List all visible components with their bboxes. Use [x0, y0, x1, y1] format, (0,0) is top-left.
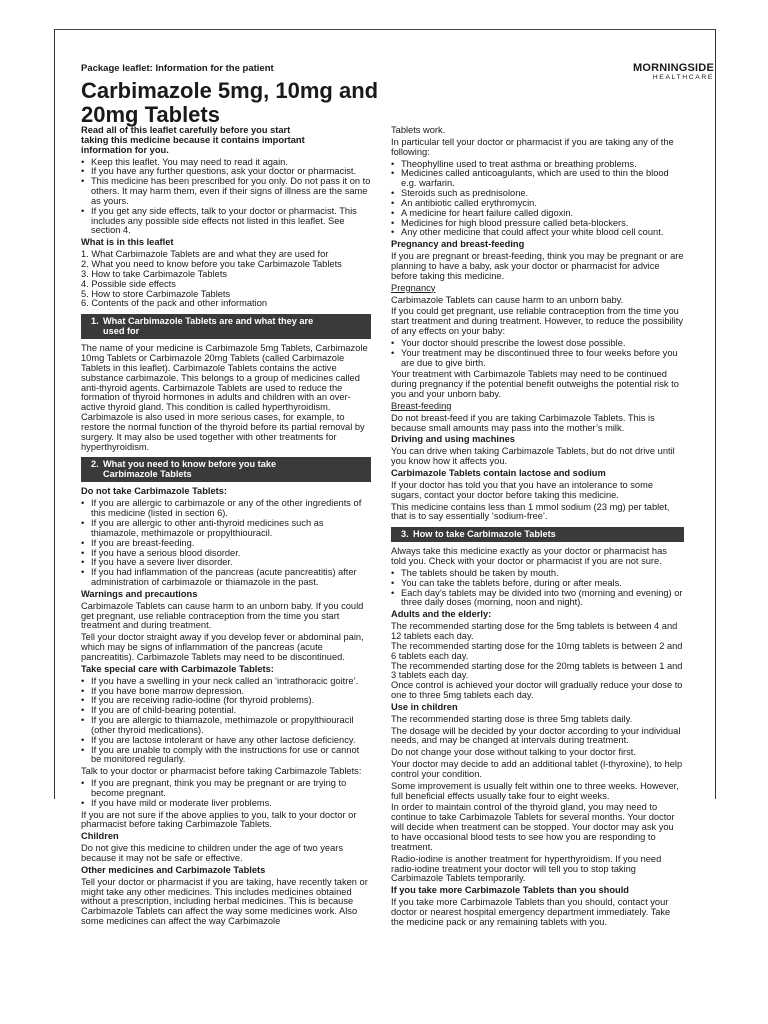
section-1-text: The name of your medicine is Carbimazole 5mg Tablets, Carbimazole 10mg Tablets or Carbimazole 20mg Tablets (called Carbimazole Tablets in this leaflet). Carbimazole Tablets contains the active substance carbimazole. This belongs to a group of medicines called anti-thyroid agents. Carbimazole Tablets are used to reduce the formation of thyroid hormones in adults and children with an over-active thyroid gland. This condition is called hyperthyroidism. Carbimazole is also used in more serious cases, for example, to restore the normal function of the thyroid before its partial removal by surgery. It may also be used together with other treatments for hyperthyroidism. [81, 343, 368, 452]
continued-text: Tablets work. [391, 125, 446, 135]
list-item: • A medicine for heart failure called digoxin. [391, 209, 684, 219]
list-item: • If you are breast-feeding. [81, 539, 371, 549]
radio-iodine-text: Radio-iodine is another treatment for hyperthyroidism. If you need radio-iodine treatment your doctor will tell you to stop taking Carbimazole Tablets temporarily. [391, 853, 662, 884]
maintain-text: In order to maintain control of the thyroid gland, you may need to continue to take Carbimazole Tablets for several months. Your doctor will decide when treatment can be stopped. Your doctor may ask you to have occasional blood tests to see how you are responding to treatment. [391, 802, 675, 852]
toc-item: 1. What Carbimazole Tablets are and what they are used for [81, 249, 329, 260]
pregnancy-heading: Pregnancy and breast-feeding [391, 239, 525, 250]
toc-item: 4. Possible side effects [81, 278, 176, 289]
do-not-list [81, 499, 371, 588]
list-item: • Each day’s tablets may be divided into two (morning and evening) or three daily doses (morning, noon and night). [391, 589, 684, 609]
adults-dose-reduce: Once control is achieved your doctor will gradually reduce your dose to one to three 5mg tablets each day. [391, 680, 683, 701]
list-item: • Any other medicine that could affect your white blood cell count. [391, 228, 684, 238]
section-2-heading: 2. What you need to know before you take Carbimazole Tablets [81, 457, 371, 482]
talk-text: Talk to your doctor or pharmacist before taking Carbimazole Tablets: [81, 766, 362, 777]
additional-tablet-text: Your doctor may decide to add an additional tablet (l-thyroxine), to help control your condition. [391, 759, 683, 779]
driving-text: You can drive when taking Carbimazole Tablets, but do not drive until you know how it affects you. [391, 446, 675, 467]
pregnancy-harm: Carbimazole Tablets can cause harm to an unborn baby. [391, 294, 624, 305]
overdose-heading: If you take more Carbimazole Tablets than you should [391, 885, 629, 896]
adults-dose-20mg: The recommended starting dose for the 20mg tablets is between 1 and 3 tablets each day. [391, 660, 683, 681]
pregnancy-subheading: Pregnancy [391, 282, 436, 293]
list-item: • If you have mild or moderate liver problems. [81, 799, 371, 809]
particular-text: In particular tell your doctor or pharmacist if you are taking any of the following: [391, 136, 674, 157]
toc-heading: What is in this leaflet [81, 237, 174, 248]
how-to-take-list [391, 569, 684, 608]
lactose-text: If your doctor has told you that you have an intolerance to some sugars, contact your doctor before taking this medicine. [391, 479, 654, 500]
special-care-list [81, 677, 371, 766]
toc-item: 5. How to store Carbimazole Tablets [81, 288, 231, 299]
list-item: • The tablets should be taken by mouth. [391, 569, 684, 579]
no-change-text: Do not change your dose without talking to your doctor first. [391, 747, 636, 758]
list-item: • This medicine has been prescribed for you only. Do not pass it on to others. It may harm them, even if their signs of illness are the same as yours. [81, 177, 371, 207]
list-item: • Theophylline used to treat asthma or breathing problems. [391, 160, 684, 170]
list-item: • If you are allergic to thiamazole, methimazole or propylthiouracil (other thyroid medications). [81, 716, 371, 736]
list-item: • If you are lactose intolerant or have any other lactose deficiency. [81, 736, 371, 746]
list-item: • An antibiotic called erythromycin. [391, 199, 684, 209]
pregnancy-text: If you are pregnant or breast-feeding, think you may be pregnant or are planning to have a baby, ask your doctor or pharmacist for advice before taking this medicine. [391, 251, 684, 281]
talk-list [81, 779, 371, 809]
following-list [391, 160, 684, 239]
warnings-text-1: Carbimazole Tablets can cause harm to an unborn baby. If you could get pregnant, use reliable contraception from the time you start treatment and during treatment. [81, 600, 364, 631]
intro-lead: Read all of this leaflet carefully before you start taking this medicine because it contains important information for you. [81, 125, 305, 155]
list-item: • If you are unable to comply with the instructions for use or cannot be monitored regularly. [81, 746, 371, 766]
left-column [81, 126, 371, 929]
page-title: Carbimazole 5mg, 10mg and 20mg Tablets [81, 78, 379, 127]
list-item: • If you have any further questions, ask your doctor or pharmacist. [81, 167, 371, 177]
other-medicines-text: Tell your doctor or pharmacist if you are taking, have recently taken or might take any other medicines. This includes medicines obtained without a prescription, including herbal medicines. This is because Carbimazole Tablets can affect the way some medicines work. Also some medicines can affect the way Carbimazole [81, 876, 368, 927]
right-column [391, 126, 684, 930]
list-item: • Your treatment may be discontinued three to four weeks before you are due to give birth. [391, 349, 684, 369]
list-item: • Your doctor should prescribe the lowest dose possible. [391, 339, 684, 349]
other-medicines-heading: Other medicines and Carbimazole Tablets [81, 864, 266, 875]
adults-heading: Adults and the elderly: [391, 609, 492, 620]
special-care-heading: Take special care with Carbimazole Tablets: [81, 663, 274, 674]
list-item: • If you are allergic to other anti-thyroid medicines such as thiamazole, methimazole or propylthiouracil. [81, 519, 371, 539]
driving-heading: Driving and using machines [391, 434, 515, 445]
list-item: • Medicines called anticoagulants, which are used to thin the blood e.g. warfarin. [391, 169, 684, 189]
adults-dose-10mg: The recommended starting dose for the 10mg tablets is between 2 and 6 tablets each day. [391, 640, 683, 661]
list-item: • You can take the tablets before, during or after meals. [391, 579, 684, 589]
section-1-heading: 1. What Carbimazole Tablets are and what they are used for [81, 314, 371, 339]
list-item: • Medicines for high blood pressure called beta-blockers. [391, 219, 684, 229]
breastfeeding-text: Do not breast-feed if you are taking Carbimazole Tablets. This is because small amounts may pass into the mother’s milk. [391, 412, 655, 433]
top-rule [54, 29, 716, 30]
list-item: • If you get any side effects, talk to your doctor or pharmacist. This includes any possible side effects not listed in this leaflet. See section 4. [81, 207, 371, 237]
use-in-children-text: The recommended starting dose is three 5mg tablets daily. [391, 713, 633, 724]
children-heading: Children [81, 831, 119, 842]
brand-logo: MORNINGSIDE HEALTHCARE [632, 62, 714, 81]
pregnancy-continue: Your treatment with Carbimazole Tablets may need to be continued during pregnancy if the potential benefit outweighs the potential risk to you and your unborn baby. [391, 369, 679, 400]
do-not-heading: Do not take Carbimazole Tablets: [81, 486, 228, 497]
improvement-text: Some improvement is usually felt within one to three weeks. However, full beneficial effects usually take four to eight weeks. [391, 780, 679, 801]
breastfeeding-subheading: Breast-feeding [391, 400, 452, 411]
toc-item: 3. How to take Carbimazole Tablets [81, 268, 228, 279]
list-item: • If you are receiving radio-iodine (for thyroid problems). [81, 696, 371, 706]
list-item: • If you are of child-bearing potential. [81, 706, 371, 716]
pregnancy-contraception: If you could get pregnant, use reliable contraception from the time you start treatment and during treatment. However, to reduce the possibility of any effects on your baby: [391, 306, 683, 337]
list-item: • If you have bone marrow depression. [81, 687, 371, 697]
list-item: • If you have a severe liver disorder. [81, 558, 371, 568]
lactose-heading: Carbimazole Tablets contain lactose and sodium [391, 468, 606, 478]
use-in-children-heading: Use in children [391, 701, 458, 712]
leaflet-label: Package leaflet: Information for the patient [81, 63, 274, 74]
intro-list [81, 158, 371, 237]
pregnancy-list [391, 339, 684, 369]
crop-mark-left [54, 29, 55, 799]
list-item: • If you are allergic to carbimazole or any of the other ingredients of this medicine (listed in section 6). [81, 499, 371, 519]
dosage-text: The dosage will be decided by your doctor according to your individual needs, and may be changed at intervals during treatment. [391, 725, 681, 746]
children-text: Do not give this medicine to children under the age of two years because it may not be safe or effective. [81, 843, 344, 863]
toc-item: 2. What you need to know before you take Carbimazole Tablets [81, 258, 342, 269]
adults-dose-5mg: The recommended starting dose for the 5mg tablets is between 4 and 12 tablets each day. [391, 621, 678, 641]
overdose-text: If you take more Carbimazole Tablets than you should, contact your doctor or nearest hospital emergency department immediately. Take the medicine pack or any remaining tablets with you. [391, 897, 671, 927]
list-item: • Keep this leaflet. You may need to read it again. [81, 158, 371, 168]
always-text: Always take this medicine exactly as your doctor or pharmacist has told you. Check with your doctor or pharmacist if you are not sure. [391, 546, 667, 567]
section-3-heading: 3. How to take Carbimazole Tablets [391, 527, 684, 542]
warnings-text-2: Tell your doctor straight away if you develop fever or abdominal pain, which may be signs of inflammation of the pancreas (acute pancreatitis). Carbimazole Tablets may need to be discontinued. [81, 632, 364, 662]
crop-mark-right [715, 29, 716, 799]
warnings-heading: Warnings and precautions [81, 588, 198, 599]
list-item: • Steroids such as prednisolone. [391, 189, 684, 199]
not-sure-text: If you are not sure if the above applies to you, talk to your doctor or pharmacist before taking Carbimazole Tablets. [81, 809, 357, 830]
list-item: • If you had inflammation of the pancreas (acute pancreatitis) after administration of carbimazole or thiamazole in the past. [81, 568, 371, 588]
toc-item: 6. Contents of the pack and other information [81, 298, 268, 309]
sodium-text: This medicine contains less than 1 mmol sodium (23 mg) per tablet, that is to say essentially ‘sodium-free’. [391, 501, 670, 522]
list-item: • If you have a serious blood disorder. [81, 549, 371, 559]
toc-list [81, 250, 371, 309]
list-item: • If you have a swelling in your neck called an ‘intrathoracic goitre’. [81, 677, 371, 687]
list-item: • If you are pregnant, think you may be pregnant or are trying to become pregnant. [81, 779, 371, 799]
